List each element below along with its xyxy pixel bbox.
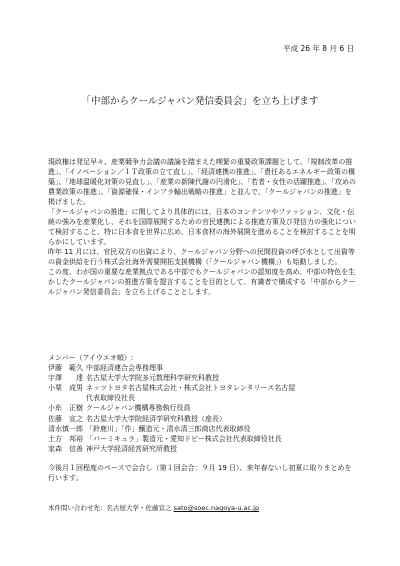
member-affiliation xyxy=(86,444,356,454)
affiliation-line: 名古屋大学大学院経済学研究科教授（座長） xyxy=(86,414,226,423)
paragraph-cool-japan: 「クールジャパンの推進」に関してより具体的には、日本のコンテンツやファッション、文化・伝統の強みを産業化し、それを国際展開するための官民連携による推進方策及び発信力の強化について検討すること、特に日本食を世界に広め、日本食材の海外展開を進めることを検討することを明らかにしています。 xyxy=(48,208,356,246)
member-name: 小栗 成男 xyxy=(48,384,83,393)
affiliation-line: 代表取締役社長 xyxy=(86,394,135,403)
affiliation-line: 「バーミキュラ」製造元・愛知ドビー株式会社代表取締役社長 xyxy=(86,434,282,443)
member-name: 家森 信善 xyxy=(48,444,83,453)
member-name: 土方 邦裕 xyxy=(48,434,83,443)
body-text xyxy=(48,157,356,297)
affiliation-line: ネッツトヨタ名古屋株式会社・株式会社トヨタレンタリース名古屋 xyxy=(86,384,296,393)
release-date: 平成 26 年 8 月 6 日 xyxy=(283,44,354,53)
paragraph-organization: 昨年 11 月には、官民双方の出資により、クールジャパン分野への民間投資の呼び水として出資等の資金供給を行う株式会社海外需要開拓支援機構（「クールジャパン機構」）も始動しました。 xyxy=(48,248,355,266)
affiliation-line: 名古屋大学大学院多元数理科学研究科教授 xyxy=(86,374,219,383)
member-name: 伊藤 範久 xyxy=(48,364,83,373)
contact-label: 本件問い合わせ先：名古屋大学・佐藤宣之 xyxy=(48,504,172,512)
affiliation-line: クールジャパン機構専務執行役員 xyxy=(86,404,191,413)
member-row xyxy=(48,363,356,373)
member-affiliation xyxy=(86,414,356,424)
member-row xyxy=(48,383,356,403)
contact-email-link[interactable]: sato@soec.nagoya-u.ac.jp xyxy=(173,504,260,512)
member-affiliation xyxy=(86,363,356,373)
member-name: 宇澤 達 xyxy=(48,374,83,383)
paragraph-policy: 現政権は発足早々、産業競争力会議の議論を踏まえた喫緊の重要政策課題として、「規制改革の推進」、「イノベーション／ＩＴ政策の立て直し」、「経済連携の推進」、「責任あるエネルギー政策の構築」、「地球温暖化対策の見直し」、「産業の新陳代謝の円滑化」、「若者・女性の活躍推進」、「攻めの農業政策の推進」、「資源確保・インフラ輸出戦略の推進」と並んで、「クールジャパンの推進」を掲げました。 xyxy=(48,158,356,206)
paragraph-committee: この度、わが国の重要な産業拠点である中部でもクールジャパンの認知度を高め、中部の特色を生かしたクールジャパンの推進方策を提言することを目的として、有識者で構成する「中部からクールジャパン発信委員会」を立ち上げることとします。 xyxy=(48,268,356,296)
member-list xyxy=(48,353,356,454)
member-row xyxy=(48,444,356,454)
member-affiliation xyxy=(86,434,356,444)
member-name: 小糸 正樹 xyxy=(48,404,83,413)
closing-text xyxy=(48,463,356,483)
closing-paragraph: 今後月１回程度のペースで会合し（第１回会合：９月 19 日）、来年春ないし初夏に取りまとめを行います。 xyxy=(48,464,352,482)
member-row xyxy=(48,373,356,383)
affiliation-line: 「鈴鹿川」「作」醸造元・清水清三郎商店代表取締役 xyxy=(86,424,251,433)
document-title: 「中部からクールジャパン発信委員会」を立ち上げます xyxy=(81,96,319,107)
affiliation-line: 神戸大学経済経営研究所教授 xyxy=(86,444,177,453)
contact-info xyxy=(48,503,259,512)
member-row xyxy=(48,434,356,444)
member-affiliation xyxy=(86,373,356,383)
member-affiliation xyxy=(86,403,356,413)
member-row xyxy=(48,403,356,413)
affiliation-line: 中部経済連合会専務理事 xyxy=(86,364,163,373)
member-row xyxy=(48,414,356,424)
members-heading: メンバー（アイウエオ順）: xyxy=(48,354,134,362)
member-row xyxy=(48,424,356,434)
member-affiliation xyxy=(86,424,356,434)
member-name: 佐藤 宣之 xyxy=(48,414,83,423)
member-name: 清水慎一郎 xyxy=(48,424,83,433)
member-affiliation xyxy=(86,383,356,403)
